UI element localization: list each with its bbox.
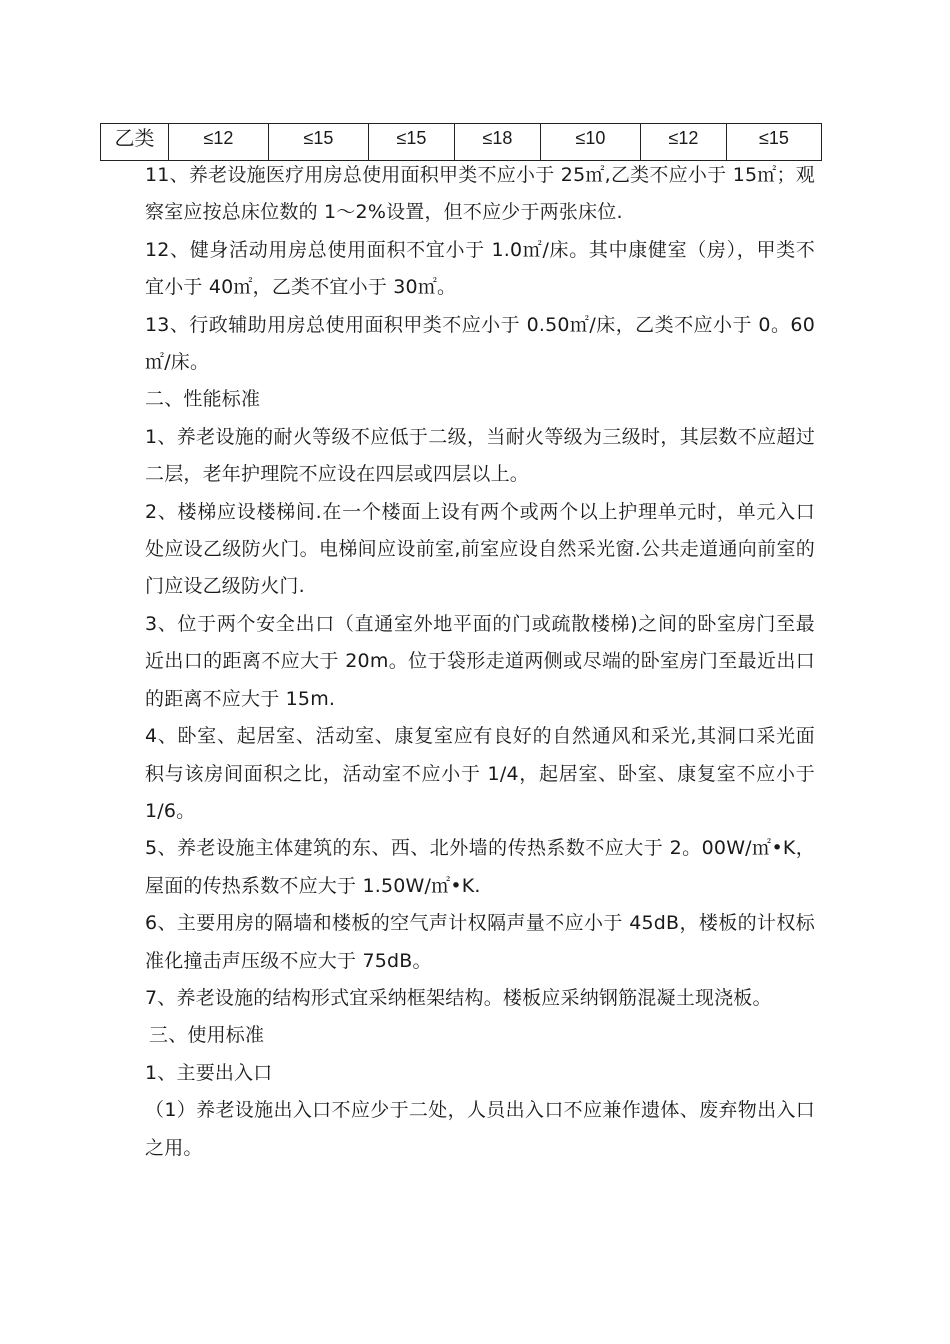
table-cell: ≤12 bbox=[641, 124, 727, 160]
paragraph-usage-1-1: （1）养老设施出入口不应少于二处，人员出入口不应兼作遗体、废弃物出入口之用。 bbox=[145, 1099, 815, 1159]
standards-table-row bbox=[100, 123, 822, 161]
paragraph-performance-6: 6、主要用房的隔墙和楼板的空气声计权隔声量不应小于 45dB，楼板的计权标准化撞击声压级不应大于 75dB。 bbox=[145, 912, 815, 972]
table-cell: ≤18 bbox=[455, 124, 541, 160]
section-heading-usage: 三、使用标准 bbox=[149, 1024, 265, 1047]
section-heading-performance: 二、性能标准 bbox=[145, 388, 261, 411]
paragraph-performance-4: 4、卧室、起居室、活动室、康复室应有良好的自然通风和采光,其洞口采光面积与该房间面积之比，活动室不应小于 1/4，起居室、卧室、康复室不应小于 1/6。 bbox=[145, 725, 815, 822]
table-cell: ≤15 bbox=[369, 124, 455, 160]
paragraph-13: 13、行政辅助用房总使用面积甲类不应小于 0.50㎡/床，乙类不应小于 0。60㎡/床。 bbox=[145, 313, 815, 374]
table-cell: ≤12 bbox=[169, 124, 269, 160]
paragraph-11: 11、养老设施医疗用房总使用面积甲类不应小于 25㎡,乙类不应小于 15㎡；观察室应按总床位数的 1～2%设置，但不应少于两张床位. bbox=[145, 164, 815, 224]
table-cell: ≤15 bbox=[759, 128, 789, 148]
paragraph-performance-1: 1、养老设施的耐火等级不应低于二级，当耐火等级为三级时，其层数不应超过二层，老年护理院不应设在四层或四层以上。 bbox=[145, 425, 815, 486]
paragraph-performance-3: 3、位于两个安全出口（直通室外地平面的门或疏散楼梯)之间的卧室房门至最近出口的距离不应大于 20m。位于袋形走道两侧或尽端的卧室房门至最近出口的距离不应大于 15m. bbox=[145, 612, 815, 710]
paragraph-performance-7: 7、养老设施的结构形式宜采纳框架结构。楼板应采纳钢筋混凝土现浇板。 bbox=[145, 986, 772, 1009]
paragraph-performance-5: 5、养老设施主体建筑的东、西、北外墙的传热系数不应大于 2。00W/㎡•K，屋面的传热系数不应大于 1.50W/㎡•K. bbox=[145, 837, 815, 897]
document-body bbox=[145, 157, 815, 1167]
table-cell: ≤15 bbox=[269, 124, 369, 160]
paragraph-performance-2: 2、楼梯应设楼梯间.在一个楼面上设有两个或两个以上护理单元时，单元入口处应设乙级防火门。电梯间应设前室,前室应设自然采光窗.公共走道通向前室的门应设乙级防火门. bbox=[145, 500, 815, 598]
paragraph-usage-1: 1、主要出入口 bbox=[145, 1061, 273, 1084]
paragraph-12: 12、健身活动用房总使用面积不宜小于 1.0㎡/床。其中康健室（房），甲类不宜小于 40㎡，乙类不宜小于 30㎡。 bbox=[145, 238, 815, 299]
table-cell: ≤10 bbox=[541, 124, 641, 160]
table-cell-category: 乙类 bbox=[101, 124, 169, 160]
